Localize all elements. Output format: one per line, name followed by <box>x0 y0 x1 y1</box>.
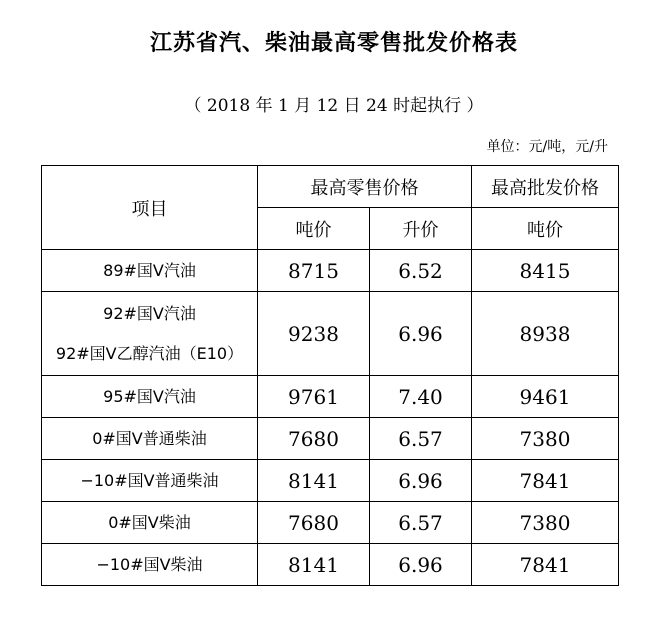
header-retail: 最高零售价格 <box>258 166 472 208</box>
wholesale-ton-cell: 7841 <box>472 460 619 502</box>
wholesale-ton-cell: 8415 <box>472 250 619 292</box>
product-name: −10#国Ⅴ柴油 <box>96 554 203 574</box>
row-name-cell <box>42 292 258 376</box>
table-row <box>42 460 619 502</box>
retail-ton-cell: 8715 <box>258 250 370 292</box>
retail-ton-cell: 7680 <box>258 418 370 460</box>
effective-date: （ 2018 年 1 月 12 日 24 时起执行 ） <box>184 96 484 116</box>
product-name: 89#国Ⅴ汽油 <box>103 260 196 280</box>
product-name: −10#国Ⅴ普通柴油 <box>80 470 219 490</box>
wholesale-ton-cell: 7380 <box>472 418 619 460</box>
wholesale-ton-cell: 7380 <box>472 502 619 544</box>
table-row <box>42 376 619 418</box>
retail-ton-cell: 8141 <box>258 544 370 586</box>
table-row <box>42 250 619 292</box>
table-row <box>42 418 619 460</box>
retail-liter-cell: 6.96 <box>370 460 472 502</box>
product-name: 95#国Ⅴ汽油 <box>103 386 196 406</box>
row-name-cell <box>42 544 258 586</box>
row-name-cell <box>42 460 258 502</box>
wholesale-ton-cell: 8938 <box>472 292 619 376</box>
retail-liter-cell: 6.57 <box>370 418 472 460</box>
retail-ton-cell: 9761 <box>258 376 370 418</box>
product-name: 92#国Ⅴ汽油 <box>103 303 196 323</box>
row-name-cell <box>42 502 258 544</box>
product-name: 0#国Ⅴ普通柴油 <box>92 428 207 448</box>
header-retail-liter: 升价 <box>370 208 472 250</box>
product-name: 92#国Ⅴ乙醇汽油（E10） <box>55 343 244 363</box>
row-name-cell <box>42 250 258 292</box>
wholesale-ton-cell: 9461 <box>472 376 619 418</box>
retail-liter-cell: 6.57 <box>370 502 472 544</box>
product-name: 0#国Ⅴ柴油 <box>108 512 191 532</box>
row-name-cell <box>42 376 258 418</box>
wholesale-ton-cell: 7841 <box>472 544 619 586</box>
table-row <box>42 544 619 586</box>
retail-ton-cell: 9238 <box>258 292 370 376</box>
retail-liter-cell: 7.40 <box>370 376 472 418</box>
retail-ton-cell: 8141 <box>258 460 370 502</box>
row-name-cell <box>42 418 258 460</box>
retail-ton-cell: 7680 <box>258 502 370 544</box>
header-wholesale: 最高批发价格 <box>472 166 619 208</box>
retail-liter-cell: 6.96 <box>370 292 472 376</box>
table-row <box>42 502 619 544</box>
page-title: 江苏省汽、柴油最高零售批发价格表 <box>149 31 518 56</box>
table-row <box>42 292 619 376</box>
header-retail-ton: 吨价 <box>258 208 370 250</box>
retail-liter-cell: 6.96 <box>370 544 472 586</box>
header-wholesale-ton: 吨价 <box>472 208 619 250</box>
retail-liter-cell: 6.52 <box>370 250 472 292</box>
header-item: 项目 <box>42 166 258 250</box>
unit-label: 单位：元/吨，元/升 <box>486 139 608 155</box>
price-table <box>41 165 619 586</box>
